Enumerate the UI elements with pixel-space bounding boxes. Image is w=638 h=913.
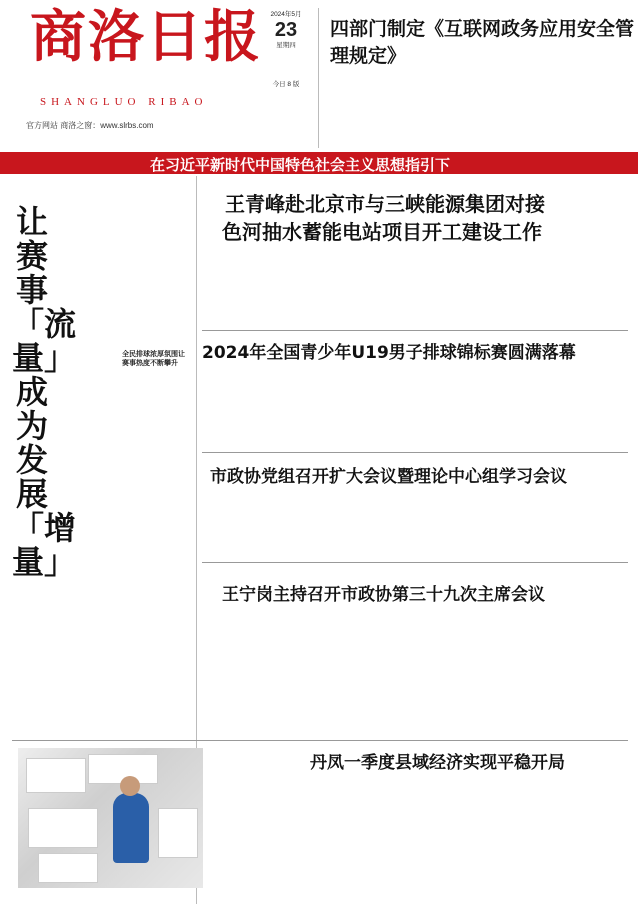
- feature-vertical-title: 让赛事「流量」成为发展「增量」: [12, 203, 77, 581]
- feature-subhead: 全民排球浓厚氛围让赛事热度不断攀升: [122, 350, 185, 367]
- article-headline-6: 丹凤一季度县域经济实现平稳开局: [310, 753, 565, 773]
- section-banner-text: 在习近平新时代中国特色社会主义思想指引下: [150, 156, 451, 174]
- article-body-5: [212, 776, 628, 900]
- feature-body-top: [58, 182, 114, 552]
- article-body-3: [202, 496, 628, 556]
- masthead-title: 商洛日报: [30, 4, 262, 70]
- article-headline-4: 市政协党组召开扩大会议暨理论中心组学习会议: [210, 467, 567, 487]
- article-body-1: [202, 246, 628, 326]
- news-photo: [18, 748, 203, 888]
- article-headline-2: 色河抽水蓄能电站项目开工建设工作: [222, 220, 542, 244]
- article-divider: [202, 330, 628, 331]
- article-body-2: [202, 362, 628, 446]
- feature-body-bottom: [12, 560, 188, 742]
- masthead-divider: [318, 8, 319, 148]
- issue-pages: 今日 8 版: [272, 81, 300, 88]
- dateline: [260, 10, 312, 89]
- article-divider: [12, 740, 628, 741]
- lead-body: [330, 44, 626, 146]
- article-divider: [202, 452, 628, 453]
- section-banner: [0, 152, 638, 174]
- date-day: 23: [274, 19, 298, 41]
- date-year-month: 2024年5月: [270, 11, 302, 18]
- article-headline-3: 2024年全国青少年U19男子排球锦标赛圆满落幕: [202, 343, 576, 363]
- masthead-pinyin: SHANGLUO RIBAO: [40, 96, 208, 108]
- masthead-website: 官方网站 商洛之窗：www.slrbs.com: [26, 121, 154, 130]
- lead-headline: 四部门制定《互联网政务应用安全管理规定》: [330, 18, 635, 67]
- article-headline-5: 王宁岗主持召开市政协第三十九次主席会议: [222, 585, 545, 605]
- article-divider: [202, 562, 628, 563]
- article-headline-1: 王青峰赴北京市与三峡能源集团对接: [225, 192, 545, 216]
- date-weekday: 星期四: [276, 42, 296, 49]
- article-body-4: [202, 612, 628, 730]
